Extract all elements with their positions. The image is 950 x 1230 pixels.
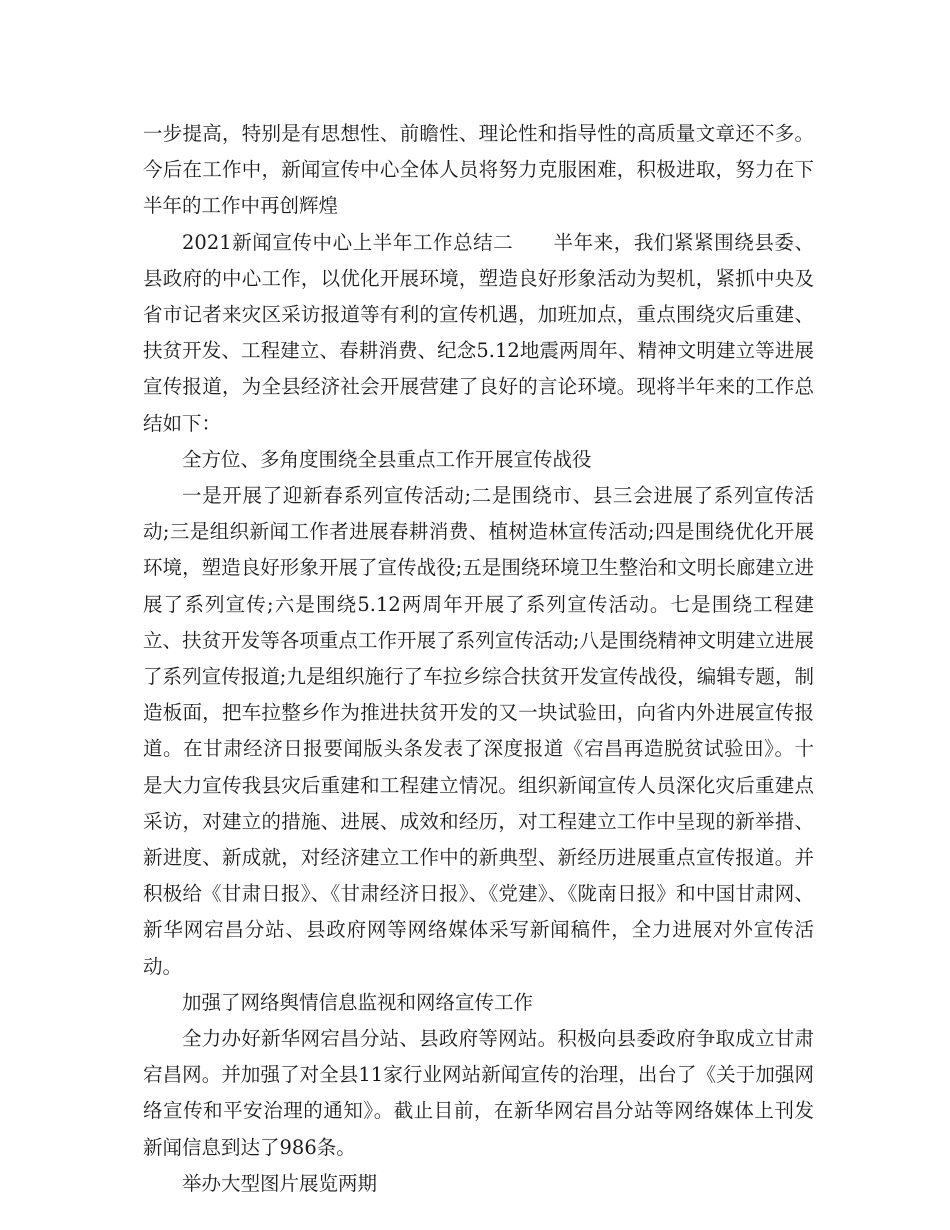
paragraph-network-websites: 全力办好新华网宕昌分站、县政府等网站。积极向县委政府争取成立甘肃宕昌网。并加强了对全县11家行业网站新闻宣传的治理，出台了《关于加强网络宣传和平安治理的通知》。截止目前，在新华网宕昌分站等网络媒体上刊发新闻信息到达了986条。 (143, 1027, 814, 1159)
section-heading-photo-exhibition: 举办大型图片展览两期 (182, 1171, 378, 1195)
section-heading-network-monitoring: 加强了网络舆情信息监视和网络宣传工作 (182, 990, 534, 1014)
paragraph-continuation: 一步提高，特别是有思想性、前瞻性、理论性和指导性的高质量文章还不多。今后在工作中，新闻宣传中心全体人员将努力克服困难，积极进取，努力在下半年的工作中再创辉煌 (143, 122, 814, 218)
paragraph-publicity-activities: 一是开展了迎新春系列宣传活动;二是围绕市、县三会进展了系列宣传活动;三是组织新闻工作者进展春耕消费、植树造林宣传活动;四是围绕优化开展环境，塑造良好形象开展了宣传战役;五是围绕环境卫生整治和文明长廊建立进展了系列宣传;六是围绕5.12两周年开展了系列宣传活动。七是围绕工程建立、扶贫开发等各项重点工作开展了系列宣传活动;八是围绕精神文明建立进展了系列宣传报道;九是组织施行了车拉乡综合扶贫开发宣传战役，编辑专题，制造板面，把车拉整乡作为推进扶贫开发的又一块试验田，向省内外进展宣传报道。在甘肃经济日报要闻版头条发表了深度报道《宕昌再造脱贫试验田》。十是大力宣传我县灾后重建和工程建立情况。组织新闻宣传人员深化灾后重建点采访，对建立的措施、进展、成效和经历，对工程建立工作中呈现的新举措、新进度、新成就，对经济建立工作中的新典型、新经历进展重点宣传报道。并积极给《甘肃日报》、《甘肃经济日报》、《党建》、《陇南日报》和中国甘肃网、新华网宕昌分站、县政府网等网络媒体采写新闻稿件，全力进展对外宣传活动。 (143, 484, 814, 978)
paragraph-summary-intro: 2021新闻宣传中心上半年工作总结二 半年来，我们紧紧围绕县委、县政府的中心工作，以优化开展环境，塑造良好形象活动为契机，紧抓中央及省市记者来灾区采访报道等有利的宣传机遇，加班加点，重点围绕灾后重建、扶贫开发、工程建立、春耕消费、纪念5.12地震两周年、精神文明建立等进展宣传报道，为全县经济社会开展营建了良好的言论环境。现将半年来的工作总结如下： (143, 230, 814, 435)
section-heading-publicity-campaign: 全方位、多角度围绕全县重点工作开展宣传战役 (182, 447, 592, 471)
